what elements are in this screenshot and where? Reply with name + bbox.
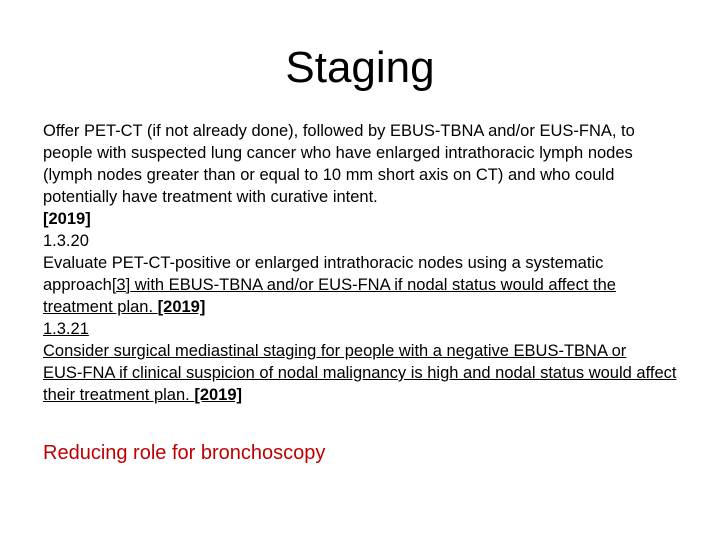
rec-2-ref: [3]: [111, 276, 131, 294]
rec-2-text-a: Evaluate PET-CT-positive or enlarged intrathoracic nodes using a systematic approach: [43, 254, 604, 294]
rec-2-ref-link[interactable]: [43, 276, 616, 316]
rec-2-number: 1.3.20: [43, 232, 89, 250]
year-tag-2: [2019]: [157, 298, 206, 316]
year-tag-1: [2019]: [43, 210, 91, 228]
year-tag-3: [2019]: [194, 386, 243, 404]
rec-3-link[interactable]: [43, 342, 676, 404]
recommendation-1-year: [43, 208, 683, 230]
recommendation-1-text: Offer PET-CT (if not already done), followed by EBUS‑TBNA and/or EUS‑FNA, to people with suspected lung cancer who have enlarged intrathoracic lymph nodes (lymph nodes greater than or equal to 10 mm short axis on CT) and who could potentially have treatment with curative intent.: [43, 122, 635, 206]
recommendation-3: [43, 340, 683, 406]
recommendation-3-number: [43, 318, 683, 340]
subheading: Reducing role for bronchoscopy: [43, 442, 326, 464]
recommendation-2-number: [43, 230, 683, 252]
slide-body: [43, 120, 683, 406]
rec-3-number[interactable]: 1.3.21: [43, 320, 89, 338]
rec-3-text: Consider surgical mediastinal staging for people with a negative EBUS‑TBNA or EUS‑FNA if clinical suspicion of nodal malignancy is high and nodal status would affect their treatment plan.: [43, 342, 677, 404]
recommendation-1: [43, 120, 683, 208]
slide-title: Staging: [285, 43, 435, 92]
rec-2-text-b: with EBUS‑TBNA and/or EUS‑FNA if nodal status would affect the treatment plan.: [43, 276, 616, 316]
recommendation-2: [43, 252, 683, 318]
